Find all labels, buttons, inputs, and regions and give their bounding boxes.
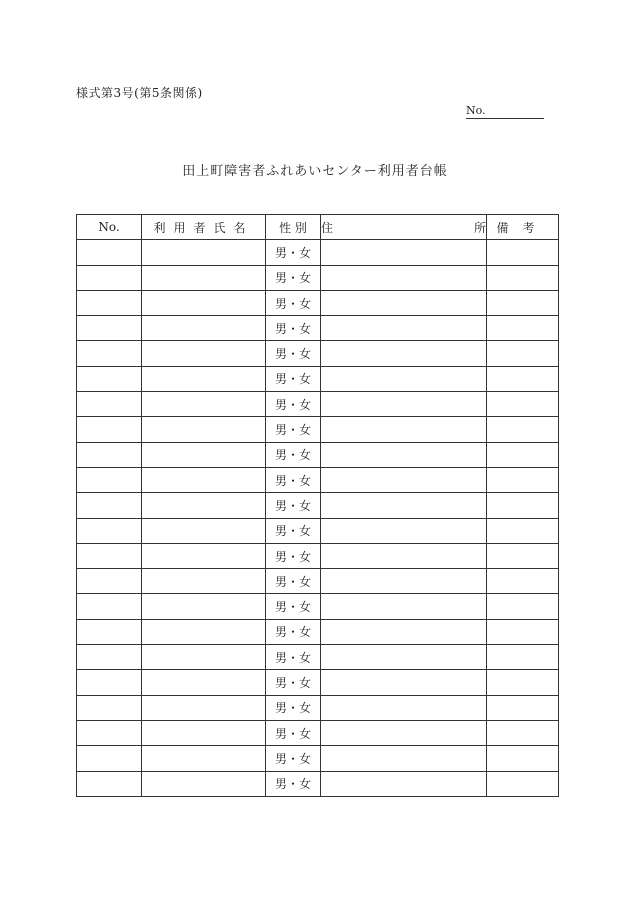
- cell-notes[interactable]: [487, 341, 559, 366]
- cell-user-name[interactable]: [142, 240, 266, 265]
- cell-notes[interactable]: [487, 720, 559, 745]
- cell-no[interactable]: [77, 720, 142, 745]
- table-row: [77, 746, 559, 771]
- cell-address[interactable]: [321, 341, 487, 366]
- cell-gender[interactable]: 男・女: [266, 316, 321, 341]
- table-row: [77, 467, 559, 492]
- cell-gender[interactable]: 男・女: [266, 417, 321, 442]
- cell-address[interactable]: [321, 695, 487, 720]
- cell-address[interactable]: [321, 442, 487, 467]
- cell-notes[interactable]: [487, 695, 559, 720]
- cell-no[interactable]: [77, 619, 142, 644]
- header-address: [321, 215, 487, 240]
- header-user-name: 利用者氏名: [142, 215, 266, 240]
- cell-gender[interactable]: 男・女: [266, 467, 321, 492]
- cell-user-name[interactable]: [142, 543, 266, 568]
- table-row: [77, 619, 559, 644]
- cell-user-name[interactable]: [142, 619, 266, 644]
- cell-notes[interactable]: [487, 467, 559, 492]
- cell-user-name[interactable]: [142, 265, 266, 290]
- cell-no[interactable]: [77, 695, 142, 720]
- cell-address[interactable]: [321, 290, 487, 315]
- table-row: [77, 771, 559, 796]
- cell-gender[interactable]: 男・女: [266, 695, 321, 720]
- cell-address[interactable]: [321, 316, 487, 341]
- cell-address[interactable]: [321, 771, 487, 796]
- cell-notes[interactable]: [487, 290, 559, 315]
- cell-no[interactable]: [77, 316, 142, 341]
- user-register-table: [76, 214, 559, 797]
- header-no: No.: [77, 215, 142, 240]
- cell-no[interactable]: [77, 366, 142, 391]
- cell-address[interactable]: [321, 240, 487, 265]
- cell-gender[interactable]: 男・女: [266, 518, 321, 543]
- cell-address[interactable]: [321, 746, 487, 771]
- document-number-field[interactable]: No.: [466, 104, 544, 119]
- cell-user-name[interactable]: [142, 467, 266, 492]
- cell-address[interactable]: [321, 569, 487, 594]
- cell-gender[interactable]: 男・女: [266, 569, 321, 594]
- cell-gender[interactable]: 男・女: [266, 392, 321, 417]
- cell-no[interactable]: [77, 341, 142, 366]
- cell-no[interactable]: [77, 771, 142, 796]
- cell-gender[interactable]: 男・女: [266, 341, 321, 366]
- cell-notes[interactable]: [487, 594, 559, 619]
- cell-user-name[interactable]: [142, 493, 266, 518]
- cell-gender[interactable]: 男・女: [266, 771, 321, 796]
- cell-user-name[interactable]: [142, 442, 266, 467]
- cell-notes[interactable]: [487, 442, 559, 467]
- cell-address[interactable]: [321, 392, 487, 417]
- cell-no[interactable]: [77, 746, 142, 771]
- table-row: [77, 341, 559, 366]
- cell-no[interactable]: [77, 645, 142, 670]
- cell-no[interactable]: [77, 265, 142, 290]
- cell-address[interactable]: [321, 670, 487, 695]
- cell-address[interactable]: [321, 720, 487, 745]
- cell-user-name[interactable]: [142, 341, 266, 366]
- cell-no[interactable]: [77, 493, 142, 518]
- cell-no[interactable]: [77, 518, 142, 543]
- cell-user-name[interactable]: [142, 594, 266, 619]
- cell-user-name[interactable]: [142, 518, 266, 543]
- cell-user-name[interactable]: [142, 695, 266, 720]
- cell-notes[interactable]: [487, 619, 559, 644]
- cell-address[interactable]: [321, 265, 487, 290]
- table-row: [77, 265, 559, 290]
- cell-no[interactable]: [77, 240, 142, 265]
- table-header-row: [77, 215, 559, 240]
- cell-address[interactable]: [321, 467, 487, 492]
- cell-no[interactable]: [77, 594, 142, 619]
- cell-notes[interactable]: [487, 771, 559, 796]
- cell-no[interactable]: [77, 467, 142, 492]
- cell-gender[interactable]: 男・女: [266, 265, 321, 290]
- header-address-left: 住: [321, 220, 334, 235]
- table-row: [77, 442, 559, 467]
- cell-user-name[interactable]: [142, 645, 266, 670]
- form-label: 様式第3号(第5条関係): [76, 86, 203, 100]
- cell-notes[interactable]: [487, 746, 559, 771]
- cell-user-name[interactable]: [142, 720, 266, 745]
- cell-gender[interactable]: 男・女: [266, 366, 321, 391]
- cell-address[interactable]: [321, 645, 487, 670]
- table-row: [77, 240, 559, 265]
- cell-notes[interactable]: [487, 645, 559, 670]
- cell-user-name[interactable]: [142, 417, 266, 442]
- cell-gender[interactable]: 男・女: [266, 670, 321, 695]
- table-row: [77, 645, 559, 670]
- table-row: [77, 594, 559, 619]
- cell-notes[interactable]: [487, 493, 559, 518]
- cell-notes[interactable]: [487, 366, 559, 391]
- cell-user-name[interactable]: [142, 569, 266, 594]
- cell-gender[interactable]: 男・女: [266, 645, 321, 670]
- table-row: [77, 543, 559, 568]
- cell-user-name[interactable]: [142, 290, 266, 315]
- table-row: [77, 366, 559, 391]
- cell-gender[interactable]: 男・女: [266, 720, 321, 745]
- cell-no[interactable]: [77, 670, 142, 695]
- header-notes: 備考: [487, 215, 559, 240]
- cell-notes[interactable]: [487, 392, 559, 417]
- cell-no[interactable]: [77, 569, 142, 594]
- table-row: [77, 316, 559, 341]
- cell-notes[interactable]: [487, 569, 559, 594]
- table-row: [77, 518, 559, 543]
- cell-gender[interactable]: 男・女: [266, 746, 321, 771]
- table-row: [77, 695, 559, 720]
- cell-user-name[interactable]: [142, 366, 266, 391]
- table-row: [77, 392, 559, 417]
- table-row: [77, 720, 559, 745]
- cell-address[interactable]: [321, 594, 487, 619]
- cell-user-name[interactable]: [142, 316, 266, 341]
- header-address-right: 所: [473, 220, 486, 235]
- cell-gender[interactable]: 男・女: [266, 619, 321, 644]
- table-row: [77, 670, 559, 695]
- cell-notes[interactable]: [487, 417, 559, 442]
- cell-address[interactable]: [321, 619, 487, 644]
- cell-no[interactable]: [77, 290, 142, 315]
- header-gender: 性 別: [266, 215, 321, 240]
- cell-notes[interactable]: [487, 316, 559, 341]
- cell-gender[interactable]: 男・女: [266, 442, 321, 467]
- cell-address[interactable]: [321, 366, 487, 391]
- cell-gender[interactable]: 男・女: [266, 543, 321, 568]
- cell-user-name[interactable]: [142, 392, 266, 417]
- table-row: [77, 417, 559, 442]
- table-row: [77, 290, 559, 315]
- cell-user-name[interactable]: [142, 746, 266, 771]
- page-title: 田上町障害者ふれあいセンター利用者台帳: [182, 164, 448, 179]
- cell-no[interactable]: [77, 417, 142, 442]
- cell-notes[interactable]: [487, 543, 559, 568]
- cell-address[interactable]: [321, 417, 487, 442]
- cell-no[interactable]: [77, 442, 142, 467]
- cell-user-name[interactable]: [142, 670, 266, 695]
- cell-notes[interactable]: [487, 518, 559, 543]
- table-row: [77, 569, 559, 594]
- cell-address[interactable]: [321, 493, 487, 518]
- cell-notes[interactable]: [487, 265, 559, 290]
- cell-gender[interactable]: 男・女: [266, 290, 321, 315]
- cell-notes[interactable]: [487, 670, 559, 695]
- cell-address[interactable]: [321, 543, 487, 568]
- cell-gender[interactable]: 男・女: [266, 594, 321, 619]
- cell-address[interactable]: [321, 518, 487, 543]
- cell-no[interactable]: [77, 392, 142, 417]
- cell-gender[interactable]: 男・女: [266, 493, 321, 518]
- cell-no[interactable]: [77, 543, 142, 568]
- cell-notes[interactable]: [487, 240, 559, 265]
- table-row: [77, 493, 559, 518]
- cell-gender[interactable]: 男・女: [266, 240, 321, 265]
- cell-user-name[interactable]: [142, 771, 266, 796]
